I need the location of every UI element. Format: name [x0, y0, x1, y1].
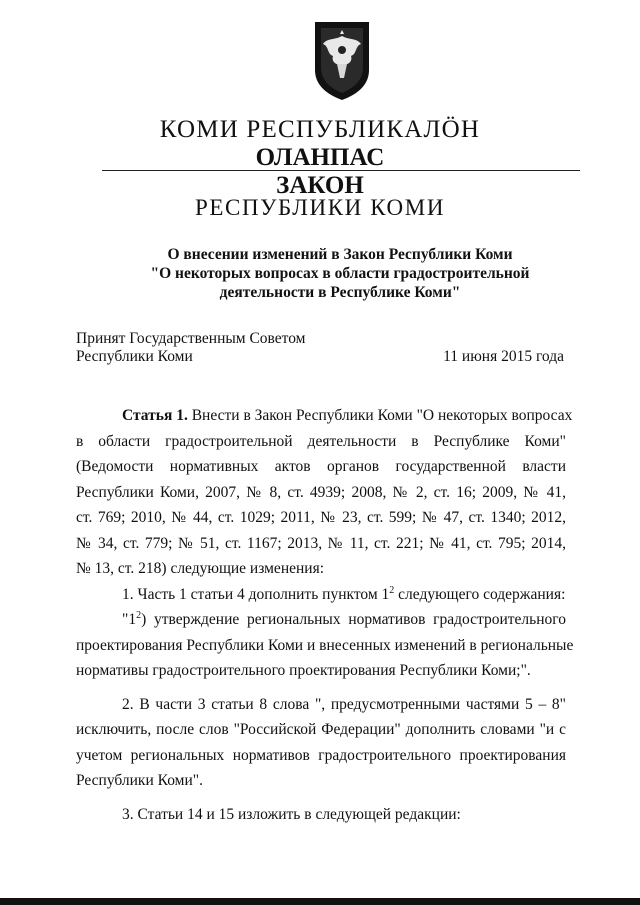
quote-line: проектирования Республики Коми и внесенных изменений в региональные [76, 636, 574, 654]
law-title [100, 245, 580, 302]
law-title-line: О внесении изменений в Закон Республики Коми [167, 246, 513, 263]
article-line: ст. 769; 2010, № 44, ст. 1029; 2011, № 23, ст. 599; № 47, ст. 1340; 2012, [76, 509, 566, 526]
item-1-tail: следующего содержания: [394, 585, 566, 603]
item-1-text: 1. Часть 1 статьи 4 дополнить пунктом 1 [122, 585, 390, 603]
header-republic: РЕСПУБЛИКИ КОМИ [194, 195, 446, 220]
article-line: (Ведомости нормативных актов органов государственной власти [76, 458, 566, 475]
adoption-info [76, 330, 306, 366]
item-2-line: исключить, после слов "Российской Федерации" дополнить словами "и с [76, 721, 566, 738]
header-komi-republic: КОМИ РЕСПУБЛИКАЛӦН [159, 116, 481, 143]
article-line: № 34, ст. 779; № 51, ст. 1167; 2013, № 11, ст. 221; № 41, ст. 795; 2014, [76, 534, 566, 552]
law-title-line: "О некоторых вопросах в области градостроительной [150, 265, 530, 282]
adoption-line: Республики Коми [76, 348, 193, 365]
quote-text: ) утверждение региональных нормативов градостроительного [141, 611, 566, 628]
law-title-line: деятельности в Республике Коми" [219, 284, 461, 301]
article-line: в области градостроительной деятельности в Республике Коми" [76, 432, 566, 450]
quote-open: "1 [122, 611, 137, 628]
item-1 [76, 582, 566, 608]
quote-line [76, 607, 566, 633]
article-line [76, 403, 573, 429]
adoption-date: 11 июня 2015 года [443, 348, 564, 365]
item-2-line: учетом региональных нормативов градостроительного проектирования [76, 746, 566, 764]
article-heading: Статья 1. [122, 407, 188, 424]
article-line: № 13, ст. 218) следующие изменения: [76, 560, 325, 577]
quote-superscript: 2 [136, 610, 142, 621]
item-3: 3. Статьи 14 и 15 изложить в следующей редакции: [122, 805, 461, 823]
scan-bottom-edge [0, 898, 640, 905]
komi-coat-of-arms-icon [313, 20, 371, 102]
quote-line: нормативы градостроительного проектирования Республики Коми;". [76, 662, 531, 679]
item-1-superscript: 2 [389, 584, 395, 596]
article-1 [76, 403, 574, 827]
adoption-line: Принят Государственным Советом [76, 330, 306, 347]
header-divider [102, 170, 580, 171]
header-komi-law: ОЛАНПАС [255, 144, 385, 171]
article-text: Внести в Закон Республики Коми "О некоторых вопросах [187, 407, 573, 424]
item-2-line: 2. В части 3 статьи 8 слова ", предусмотренными частями 5 – 8" [122, 695, 566, 713]
header-law: ЗАКОН [276, 172, 364, 199]
item-2-line: Республики Коми". [76, 772, 203, 789]
article-line: Республики Коми, 2007, № 8, ст. 4939; 2008, № 2, ст. 16; 2009, № 41, [76, 483, 566, 501]
